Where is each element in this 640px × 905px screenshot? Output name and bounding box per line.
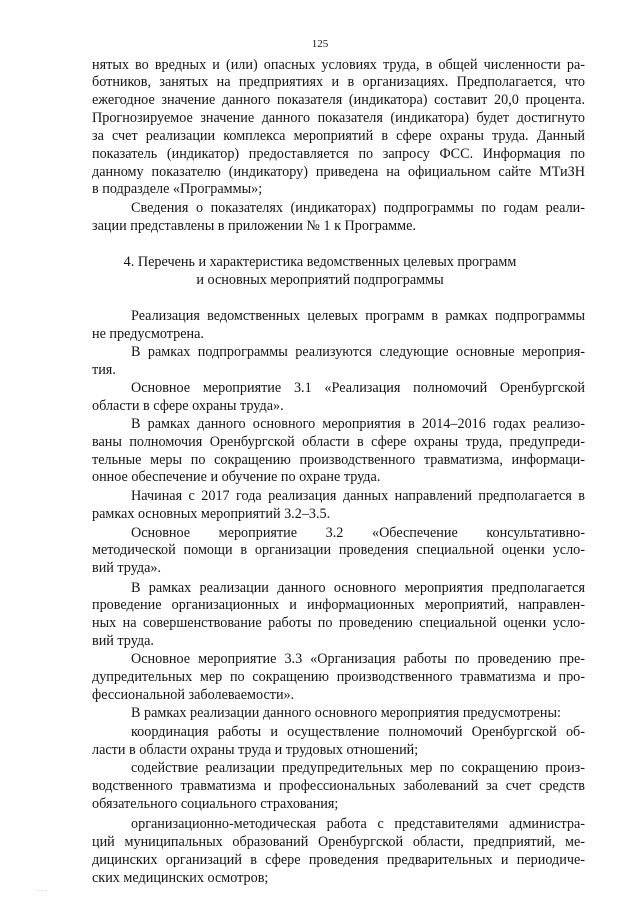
text-line: В рамках подпрограммы реализуются следующие основные мероприя- <box>131 344 585 360</box>
text-line: в подразделе «Программы»; <box>92 181 263 197</box>
text-line: тельные меры по сокращению производственного травматизма, информаци- <box>92 452 585 468</box>
text-line: В рамках данного основного мероприятия в 2014–2016 годах реализо- <box>131 416 585 432</box>
text-line: Начиная с 2017 года реализация данных направлений предполагается в <box>131 488 585 504</box>
text-line: методической помощи в организации проведения специальной оценки усло- <box>92 542 585 558</box>
text-line: В рамках реализации данного основного мероприятия предполагается <box>131 580 585 596</box>
section-heading-line: и основных мероприятий подпрограммы <box>196 272 444 288</box>
text-line: тия. <box>92 362 116 378</box>
text-line: координация работы и осуществление полномочий Оренбургской об- <box>131 724 585 740</box>
text-line: зации представлены в приложении № 1 к Программе. <box>92 218 416 234</box>
text-line: ных на совершенствование работы по проведению специальной оценки усло- <box>92 615 585 631</box>
text-line: водственного травматизма и профессиональных заболеваний за счет средств <box>92 778 585 794</box>
text-line: фессиональной заболеваемости». <box>92 687 295 703</box>
text-line: Основное мероприятие 3.2 «Обеспечение консультативно- <box>131 525 585 541</box>
text-line: ций муниципальных образований Оренбургской области, предприятий, ме- <box>92 834 585 850</box>
text-line: области в сфере охраны труда». <box>92 398 284 414</box>
text-line: не предусмотрена. <box>92 326 204 342</box>
text-line: показатель (индикатор) предоставляется по запросу ФСС. Информация по <box>92 146 585 162</box>
text-line: нятых во вредных и (или) опасных условиях труда, в общей численности ра- <box>92 57 585 73</box>
text-line: Основное мероприятие 3.3 «Организация работы по проведению пре- <box>131 651 585 667</box>
text-line: ежегодное значение данного показателя (индикатора) составит 20,0 процента. <box>92 92 585 108</box>
text-line: вий труда». <box>92 560 162 576</box>
scan-mark: ..... <box>36 887 49 893</box>
text-line: онное обеспечение и обучение по охране труда. <box>92 469 381 485</box>
text-line: Основное мероприятие 3.1 «Реализация полномочий Оренбургской <box>131 380 585 396</box>
text-line: В рамках реализации данного основного мероприятия предусмотрены: <box>131 705 561 721</box>
text-line: дупредительных мер по сокращению производственного травматизма и про- <box>92 669 585 685</box>
text-line: ботников, занятых на предприятиях и в организациях. Предполагается, что <box>92 74 585 90</box>
text-line: за счет реализации комплекса мероприятий в сфере охраны труда. Данный <box>92 128 585 144</box>
text-line: рамках основных мероприятий 3.2–3.5. <box>92 506 331 522</box>
text-line: ласти в области охраны труда и трудовых отношений; <box>92 742 419 758</box>
text-line: Сведения о показателях (индикаторах) подпрограммы по годам реали- <box>131 200 585 216</box>
section-heading-line: 4. Перечень и характеристика ведомственных целевых программ <box>123 254 517 270</box>
page-number: 125 <box>311 38 329 50</box>
text-line: данному показателю (индикатору) приведена на официальном сайте МТиЗН <box>92 164 585 180</box>
text-line: содействие реализации предупредительных мер по сокращению произ- <box>131 760 585 776</box>
text-line: организационно-методическая работа с представителями администра- <box>131 816 585 832</box>
text-line: дицинских организаций в сфере проведения предварительных и периодиче- <box>92 852 585 868</box>
text-line: проведение организационных и информационных мероприятий, направлен- <box>92 597 585 613</box>
text-line: Реализация ведомственных целевых программ в рамках подпрограммы <box>131 308 585 324</box>
text-line: ских медицинских осмотров; <box>92 870 269 886</box>
text-line: обязательного социального страхования; <box>92 796 339 812</box>
text-line: вий труда. <box>92 633 154 649</box>
text-line: Прогнозируемое значение данного показателя (индикатора) будет достигнуто <box>92 110 585 126</box>
text-line: ваны полномочия Оренбургской области в сфере охраны труда, предупреди- <box>92 434 585 450</box>
